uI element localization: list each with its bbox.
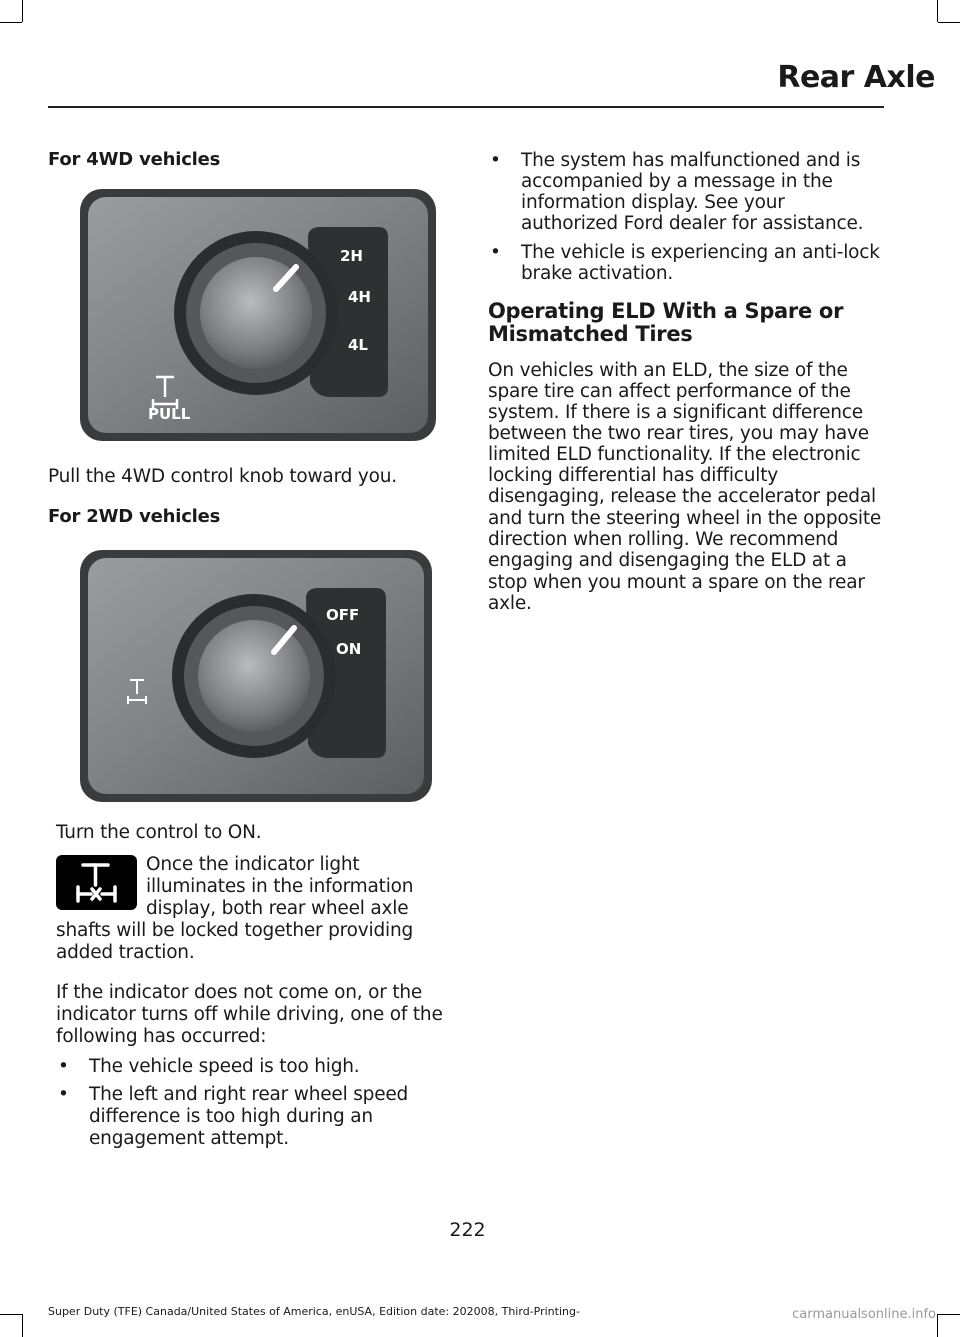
paragraph-if: following has occurred: [56, 1026, 267, 1047]
crop-mark [0, 22, 22, 23]
paragraph-pull: Pull the 4WD control knob toward you. [48, 466, 397, 487]
section-paragraph: On vehicles with an ELD, the size of the [488, 360, 848, 381]
bullet-marker: • [58, 1056, 69, 1077]
crop-mark [22, 1314, 23, 1337]
section-heading: Operating ELD With a Spare or [488, 299, 844, 323]
indicator-line: shafts will be locked together providing [56, 920, 414, 941]
label-2h: 2H [340, 247, 363, 265]
label-4l: 4L [348, 336, 368, 354]
section-paragraph: disengaging, release the accelerator pedal [488, 486, 876, 507]
section-paragraph: stop when you mount a spare on the rear [488, 572, 865, 593]
paragraph-turn: Turn the control to ON. [56, 822, 262, 843]
list-item: engagement attempt. [89, 1128, 289, 1149]
crop-mark [938, 22, 960, 23]
bullet-marker: • [490, 150, 501, 171]
indicator-light-icon [56, 855, 137, 910]
label-on: ON [336, 640, 362, 658]
crop-mark [0, 1314, 22, 1315]
section-paragraph: axle. [488, 593, 532, 614]
section-paragraph: system. If there is a significant difference [488, 402, 863, 423]
list-item: accompanied by a message in the [521, 171, 833, 192]
label-4h: 4H [348, 288, 371, 306]
indicator-line: illuminates in the information [146, 876, 414, 897]
crop-mark [938, 1314, 960, 1315]
2wd-control-illustration [78, 548, 434, 804]
heading-2wd: For 2WD vehicles [48, 506, 221, 527]
label-pull: PULL [148, 405, 191, 423]
list-item: The left and right rear wheel speed [89, 1084, 409, 1105]
figure-4wd-control [78, 187, 438, 443]
list-item: The system has malfunctioned and is [521, 150, 861, 171]
indicator-line: Once the indicator light [146, 854, 360, 875]
section-paragraph: locking differential has difficulty [488, 465, 779, 486]
paragraph-if: If the indicator does not come on, or the [56, 982, 423, 1003]
section-paragraph: limited ELD functionality. If the electronic [488, 444, 861, 465]
section-paragraph: between the two rear tires, you may have [488, 423, 869, 444]
bullet-marker: • [490, 242, 501, 263]
header-divider [48, 106, 884, 108]
section-paragraph: direction when rolling. We recommend [488, 529, 839, 550]
list-item: The vehicle is experiencing an anti-lock [521, 242, 880, 263]
watermark: carmanualsonline.info [792, 1307, 936, 1322]
list-item: difference is too high during an [89, 1106, 373, 1127]
section-paragraph: and turn the steering wheel in the opposite [488, 508, 882, 529]
indicator-line: display, both rear wheel axle [146, 898, 409, 919]
section-paragraph: spare tire can affect performance of the [488, 381, 851, 402]
crop-mark [937, 0, 938, 22]
locked-axle-icon [56, 855, 137, 910]
section-paragraph: engaging and disengaging the ELD at a [488, 550, 847, 571]
bullet-marker: • [58, 1084, 69, 1105]
paragraph-if: indicator turns off while driving, one of the [56, 1004, 443, 1025]
list-item: The vehicle speed is too high. [89, 1056, 360, 1077]
indicator-line: added traction. [56, 942, 195, 963]
list-item: information display. See your [521, 192, 785, 213]
list-item: authorized Ford dealer for assistance. [521, 213, 864, 234]
list-item: brake activation. [521, 263, 674, 284]
crop-mark [937, 1314, 938, 1337]
page-title: Rear Axle [777, 60, 935, 95]
label-off: OFF [326, 606, 360, 624]
footer-text: Super Duty (TFE) Canada/United States of America, enUSA, Edition date: 202008, Third-Printing- [48, 1305, 580, 1318]
figure-2wd-control [78, 548, 434, 804]
section-heading: Mismatched Tires [488, 322, 693, 346]
heading-4wd: For 4WD vehicles [48, 149, 221, 170]
page-number: 222 [449, 1219, 486, 1241]
4wd-control-illustration [78, 187, 438, 443]
crop-mark [22, 0, 23, 22]
